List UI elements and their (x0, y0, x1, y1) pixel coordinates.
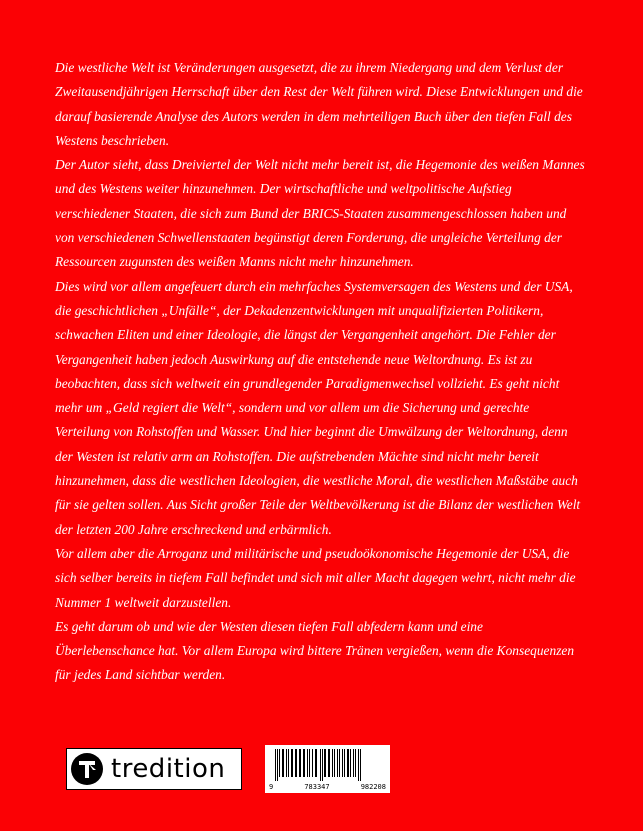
isbn-barcode (265, 745, 390, 793)
barcode-digits (269, 784, 386, 791)
back-cover-blurb (55, 56, 585, 688)
barcode-bars (269, 749, 386, 781)
barcode-digits-left: 783347 (304, 783, 330, 791)
blurb-paragraph-1: Die westliche Welt ist Veränderungen ausgesetzt, die zu ihrem Niedergang und dem Verlust der Zweitausendjährigen Herrschaft über den Rest der Welt führen wird. Diese Entwicklungen und die darauf basierende Analyse des Autors werden in dem mehrteiligen Buch über den tiefen Fall des Westens beschrieben. (55, 60, 583, 148)
tredition-logo-icon (71, 753, 103, 785)
blurb-paragraph-2: Der Autor sieht, dass Dreiviertel der Welt nicht mehr bereit ist, die Hegemonie des weißen Mannes und des Westens weiter hinzunehmen. Der wirtschaftliche und weltpolitische Aufstieg verschiedener Staaten, die sich zum Bund der BRICS-Staaten zusammengeschlossen haben und von verschiedenen Schwellenstaaten begünstigt deren Forderung, die ungleiche Verteilung der Ressourcen zugunsten des weißen Manns nicht mehr hinzunehmen. (55, 157, 585, 270)
publisher-logo (66, 748, 242, 790)
blurb-paragraph-3: Dies wird vor allem angefeuert durch ein mehrfaches Systemversagen des Westens und der USA, die geschichtlichen „Unfälle“, der Dekadenzentwicklungen mit unqualifizierten Politikern, schwachen Eliten und einer Ideologie, die längst der Vergangenheit angehört. Die Fehler der Vergangenheit haben jedoch Auswirkung auf die entstehende neue Weltordnung. Es ist zu beobachten, dass sich weltweit ein grundlegender Paradigmenwechsel vollzieht. Es geht nicht mehr um „Geld regiert die Welt“, sondern und vor allem um die Sicherung und gerechte Verteilung von Rohstoffen und Wasser. Und hier beginnt die Umwälzung der Weltordnung, denn der Westen ist relativ arm an Rohstoffen. Die aufstrebenden Mächte sind nicht mehr bereit hinzunehmen, dass die westlichen Ideologien, die westliche Moral, die westlichen Maßstäbe auch für sie gelten sollen. Aus Sicht großer Teile der Weltbevölkerung ist die Bilanz der westlichen Welt der letzten 200 Jahre erschreckend und erbärmlich. (55, 278, 581, 537)
blurb-paragraph-5: Es geht darum ob und wie der Westen diesen tiefen Fall abfedern kann und eine Überlebenschance hat. Vor allem Europa wird bittere Tränen vergießen, wenn die Konsequenzen für jedes Land sichtbar werden. (55, 618, 575, 683)
barcode-digits-right: 982208 (360, 783, 386, 791)
barcode-digit-lead: 9 (269, 783, 274, 791)
publisher-name: tredition (111, 754, 226, 784)
blurb-paragraph-4: Vor allem aber die Arroganz und militärische und pseudoökonomische Hegemonie der USA, die sich selber bereits in tiefem Fall befindet und sich mit aller Macht dagegen wehrt, nicht mehr die Nummer 1 weltweit darzustellen. (55, 545, 576, 610)
